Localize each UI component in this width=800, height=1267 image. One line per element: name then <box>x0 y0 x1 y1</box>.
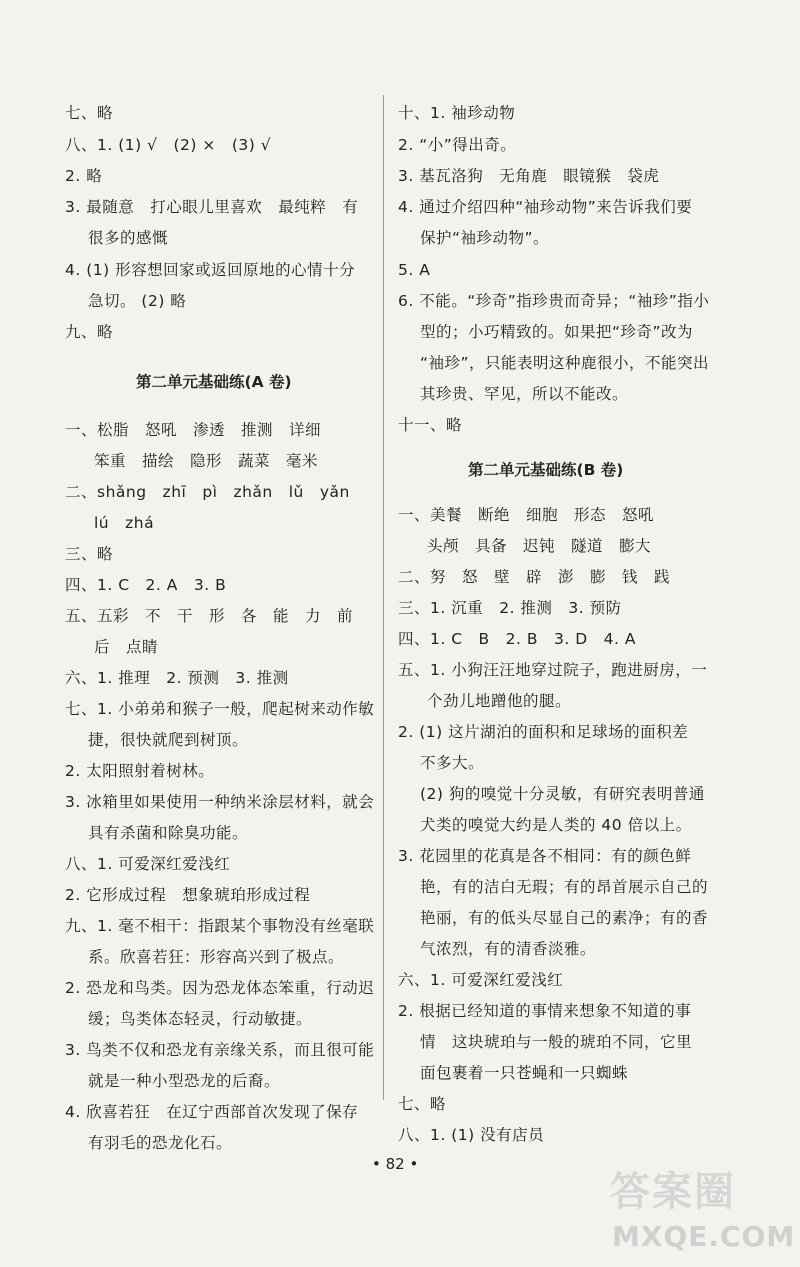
answer-line: 很多的感慨 <box>88 229 169 247</box>
answer-line: 捷，很快就爬到树顶。 <box>88 731 249 749</box>
answer-line: 气浓烈，有的清香淡雅。 <box>420 940 597 958</box>
answer-line: 犬类的嗅觉大约是人类的 40 倍以上。 <box>420 816 692 834</box>
answer-line: 情 这块琥珀与一般的琥珀不同，它里 <box>420 1033 693 1051</box>
answer-line: 三、1. 沉重 2. 推测 3. 预防 <box>398 599 622 617</box>
answer-line: 3. 花园里的花真是各不相同：有的颜色鲜 <box>398 847 692 865</box>
column-divider <box>383 95 384 1100</box>
answer-line: 五、五彩 不 干 形 各 能 力 前 <box>65 607 354 625</box>
answer-line: 九、略 <box>65 323 114 341</box>
answer-line: 2. 根据已经知道的事情来想象不知道的事 <box>398 1002 692 1020</box>
answer-line: (2) 狗的嗅觉十分灵敏，有研究表明普通 <box>420 785 705 803</box>
answer-line: 2. “小”得出奇。 <box>398 136 517 154</box>
answer-line: “袖珍”，只能表明这种鹿很小，不能突出 <box>420 354 710 372</box>
answer-line: 九、1. 毫不相干：指跟某个事物没有丝毫联 <box>65 917 375 935</box>
answer-line: 艳丽，有的低头尽显自己的素净；有的香 <box>420 909 709 927</box>
answer-line: 十一、略 <box>398 416 463 434</box>
answer-line: 3. 鸟类不仅和恐龙有亲缘关系，而且很可能 <box>65 1041 375 1059</box>
answer-line: 艳，有的洁白无瑕；有的昂首展示自己的 <box>420 878 709 896</box>
answer-line: 就是一种小型恐龙的后裔。 <box>88 1072 281 1090</box>
answer-line: 4. 欣喜若狂 在辽宁西部首次发现了保存 <box>65 1103 359 1121</box>
answer-line: 十、1. 袖珍动物 <box>398 104 516 122</box>
answer-line: 一、美餐 断绝 细胞 形态 怒吼 <box>398 506 655 524</box>
answer-line: 八、1. (1) √ (2) × (3) √ <box>65 136 272 154</box>
answer-line: 保护“袖珍动物”。 <box>420 229 550 247</box>
page-number: • 82 • <box>372 1155 419 1173</box>
answer-line: 七、略 <box>398 1095 447 1113</box>
answer-line: 型的；小巧精致的。如果把“珍奇”改为 <box>420 323 694 341</box>
answer-line: 6. 不能。“珍奇”指珍贵而奇异；“袖珍”指小 <box>398 292 710 310</box>
answer-line: 2. 略 <box>65 167 103 185</box>
answer-line: 后 点睛 <box>94 638 159 656</box>
watermark-text: 答案圈 <box>610 1169 736 1215</box>
answer-line: 缓；鸟类体态轻灵，行动敏捷。 <box>88 1010 313 1028</box>
answer-line: 急切。 (2) 略 <box>88 292 187 310</box>
answer-line: 一、松脂 怒吼 渗透 推测 详细 <box>65 421 322 439</box>
answer-line: 四、1. C 2. A 3. B <box>65 576 227 594</box>
answer-line: 4. 通过介绍四种“袖珍动物”来告诉我们要 <box>398 198 693 216</box>
answer-line: 不多大。 <box>420 754 485 772</box>
answer-line: 四、1. C B 2. B 3. D 4. A <box>398 630 636 648</box>
answer-line: 二、努 怒 壁 辟 澎 膨 钱 践 <box>398 568 671 586</box>
answer-line: 三、略 <box>65 545 114 563</box>
answer-line: 2. 太阳照射着树林。 <box>65 762 215 780</box>
answer-line: 3. 最随意 打心眼儿里喜欢 最纯粹 有 <box>65 198 359 216</box>
answer-line: 笨重 描绘 隐形 蔬菜 毫米 <box>94 452 319 470</box>
answer-line: 八、1. 可爱深红爱浅红 <box>65 855 231 873</box>
answer-line: 个劲儿地蹭他的腿。 <box>427 692 572 710</box>
answer-line: 2. (1) 这片湖泊的面积和足球场的面积差 <box>398 723 689 741</box>
answer-line: 面包裹着一只苍蝇和一只蜘蛛 <box>420 1064 629 1082</box>
answer-line: 六、1. 可爱深红爱浅红 <box>398 971 564 989</box>
answer-line: 其珍贵、罕见，所以不能改。 <box>420 385 629 403</box>
answer-line: 七、1. 小弟弟和猴子一般，爬起树来动作敏 <box>65 700 375 718</box>
section-heading-b: 第二单元基础练(B 卷) <box>468 461 624 479</box>
answer-line: 具有杀菌和除臭功能。 <box>88 824 249 842</box>
answer-line: 六、1. 推理 2. 预测 3. 推测 <box>65 669 289 687</box>
answer-line: 七、略 <box>65 104 114 122</box>
answer-line: 五、1. 小狗汪汪地穿过院子，跑进厨房，一 <box>398 661 708 679</box>
answer-line: 八、1. (1) 没有店员 <box>398 1126 545 1144</box>
answer-line: 3. 冰箱里如果使用一种纳米涂层材料，就会 <box>65 793 375 811</box>
answer-line: 4. (1) 形容想回家或返回原地的心情十分 <box>65 261 356 279</box>
answer-line: 2. 它形成过程 想象琥珀形成过程 <box>65 886 311 904</box>
answer-line: 有羽毛的恐龙化石。 <box>88 1134 233 1152</box>
watermark-logo <box>600 1160 795 1260</box>
answer-line: lú zhá <box>94 514 155 532</box>
answer-line: 二、shǎng zhī pì zhǎn lǔ yǎn <box>65 483 350 501</box>
answer-line: 5. A <box>398 261 431 279</box>
answer-line: 系。欣喜若狂：形容高兴到了极点。 <box>88 948 345 966</box>
watermark-url: MXQE.COM <box>612 1220 796 1253</box>
answer-line: 头颅 具备 迟钝 隧道 膨大 <box>427 537 652 555</box>
answer-line: 2. 恐龙和鸟类。因为恐龙体态笨重，行动迟 <box>65 979 375 997</box>
answer-line: 3. 基瓦洛狗 无角鹿 眼镜猴 袋虎 <box>398 167 660 185</box>
section-heading-a: 第二单元基础练(A 卷) <box>136 373 292 391</box>
